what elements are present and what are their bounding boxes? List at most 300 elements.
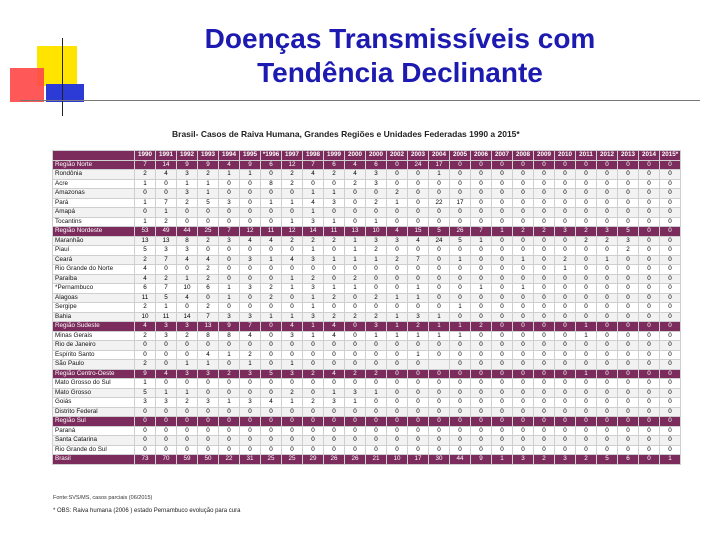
case-count-cell: 0 — [534, 246, 555, 256]
case-count-cell: 0 — [576, 293, 597, 303]
case-count-cell: 0 — [492, 426, 513, 436]
case-count-cell: 0 — [660, 265, 681, 275]
case-count-cell: 1 — [303, 303, 324, 313]
case-count-cell: 0 — [492, 341, 513, 351]
case-count-cell: 0 — [555, 170, 576, 180]
case-count-cell: 2 — [282, 236, 303, 246]
case-count-cell: 1 — [156, 303, 177, 313]
case-count-cell: 4 — [282, 322, 303, 332]
case-count-cell: 0 — [366, 303, 387, 313]
case-count-cell: 0 — [492, 388, 513, 398]
case-count-cell: 2 — [135, 170, 156, 180]
case-count-cell: 3 — [156, 322, 177, 332]
case-count-cell: 0 — [156, 341, 177, 351]
case-count-cell: 3 — [177, 322, 198, 332]
case-count-cell: 21 — [366, 455, 387, 465]
case-count-cell: 4 — [345, 170, 366, 180]
case-count-cell: 1 — [555, 265, 576, 275]
case-count-cell: 0 — [345, 417, 366, 427]
case-count-cell: 1 — [408, 331, 429, 341]
case-count-cell: 0 — [492, 170, 513, 180]
table-row — [53, 284, 681, 294]
case-count-cell: 0 — [345, 198, 366, 208]
case-count-cell: 0 — [156, 179, 177, 189]
case-count-cell: 0 — [513, 417, 534, 427]
case-count-cell: 0 — [261, 388, 282, 398]
case-count-cell: 0 — [639, 208, 660, 218]
case-count-cell: 0 — [408, 246, 429, 256]
case-count-cell: 4 — [324, 322, 345, 332]
case-count-cell: 3 — [198, 398, 219, 408]
case-count-cell: 12 — [240, 227, 261, 237]
case-count-cell: 0 — [303, 341, 324, 351]
case-count-cell: 0 — [534, 236, 555, 246]
case-count-cell: 0 — [492, 217, 513, 227]
case-count-cell: 5 — [450, 236, 471, 246]
case-count-cell: 0 — [513, 303, 534, 313]
case-count-cell: 29 — [303, 455, 324, 465]
case-count-cell: 3 — [135, 398, 156, 408]
case-count-cell: 2 — [408, 322, 429, 332]
case-count-cell: 0 — [471, 331, 492, 341]
case-count-cell: 4 — [303, 170, 324, 180]
case-count-cell: 0 — [492, 417, 513, 427]
case-count-cell: 0 — [660, 331, 681, 341]
case-count-cell: 0 — [450, 179, 471, 189]
case-count-cell: 0 — [576, 407, 597, 417]
case-count-cell: 0 — [618, 208, 639, 218]
case-count-cell: 0 — [513, 322, 534, 332]
case-count-cell: 0 — [345, 189, 366, 199]
case-count-cell: 0 — [534, 445, 555, 455]
case-count-cell: 0 — [240, 303, 261, 313]
table-row — [53, 208, 681, 218]
case-count-cell: 0 — [534, 426, 555, 436]
case-count-cell: 0 — [261, 350, 282, 360]
case-count-cell: 0 — [261, 407, 282, 417]
case-count-cell: 0 — [576, 255, 597, 265]
case-count-cell: 7 — [135, 160, 156, 170]
case-count-cell: 0 — [135, 189, 156, 199]
row-label: Região Nordeste — [53, 227, 135, 237]
case-count-cell: 0 — [639, 360, 660, 370]
case-count-cell: 0 — [639, 369, 660, 379]
case-count-cell: 0 — [366, 379, 387, 389]
case-count-cell: 0 — [408, 265, 429, 275]
case-count-cell: 4 — [345, 160, 366, 170]
case-count-cell: 0 — [219, 341, 240, 351]
case-count-cell: 0 — [366, 398, 387, 408]
table-row — [53, 312, 681, 322]
year-header: 2000 — [366, 151, 387, 161]
case-count-cell: 0 — [387, 284, 408, 294]
case-count-cell: 2 — [303, 398, 324, 408]
case-count-cell: 0 — [576, 436, 597, 446]
case-count-cell: 17 — [429, 160, 450, 170]
case-count-cell: 0 — [345, 445, 366, 455]
case-count-cell: 0 — [555, 379, 576, 389]
case-count-cell: 0 — [387, 350, 408, 360]
case-count-cell: 4 — [135, 322, 156, 332]
row-label: Acre — [53, 179, 135, 189]
case-count-cell: 0 — [639, 179, 660, 189]
case-count-cell: 0 — [156, 445, 177, 455]
case-count-cell: 0 — [345, 426, 366, 436]
case-count-cell: 1 — [177, 360, 198, 370]
case-count-cell: 0 — [408, 426, 429, 436]
case-count-cell: 0 — [597, 265, 618, 275]
case-count-cell: 1 — [219, 170, 240, 180]
case-count-cell: 0 — [366, 284, 387, 294]
case-count-cell: 0 — [387, 341, 408, 351]
case-count-cell: 0 — [492, 293, 513, 303]
case-count-cell: 0 — [471, 398, 492, 408]
case-count-cell: 0 — [555, 341, 576, 351]
case-count-cell: 0 — [513, 236, 534, 246]
case-count-cell: 0 — [618, 160, 639, 170]
case-count-cell: 0 — [261, 274, 282, 284]
case-count-cell: 10 — [135, 312, 156, 322]
case-count-cell: 3 — [240, 284, 261, 294]
case-count-cell: 0 — [345, 360, 366, 370]
case-count-cell: 0 — [345, 265, 366, 275]
case-count-cell: 1 — [135, 379, 156, 389]
case-count-cell: 0 — [660, 350, 681, 360]
case-count-cell: 0 — [492, 331, 513, 341]
case-count-cell: 10 — [177, 284, 198, 294]
case-count-cell: 0 — [534, 350, 555, 360]
case-count-cell: 0 — [660, 217, 681, 227]
case-count-cell: 0 — [429, 189, 450, 199]
case-count-cell: 0 — [366, 265, 387, 275]
case-count-cell: 0 — [618, 198, 639, 208]
case-count-cell: 0 — [324, 360, 345, 370]
case-count-cell: 2 — [366, 246, 387, 256]
case-count-cell: 2 — [135, 255, 156, 265]
case-count-cell: 0 — [639, 236, 660, 246]
year-header: 1999 — [324, 151, 345, 161]
case-count-cell: 0 — [492, 303, 513, 313]
case-count-cell: 0 — [135, 350, 156, 360]
case-count-cell: 0 — [408, 445, 429, 455]
case-count-cell: 3 — [303, 217, 324, 227]
case-count-cell: 0 — [345, 303, 366, 313]
case-count-cell: 3 — [219, 236, 240, 246]
case-count-cell: 0 — [387, 217, 408, 227]
case-count-cell: 0 — [639, 445, 660, 455]
case-count-cell: 25 — [261, 455, 282, 465]
row-label: Brasil — [53, 455, 135, 465]
case-count-cell: 2 — [240, 350, 261, 360]
case-count-cell: 0 — [198, 417, 219, 427]
case-count-cell: 0 — [219, 436, 240, 446]
case-count-cell: 2 — [324, 170, 345, 180]
case-count-cell: 0 — [240, 407, 261, 417]
case-count-cell: 0 — [261, 331, 282, 341]
case-count-cell: 13 — [156, 236, 177, 246]
case-count-cell: 3 — [240, 255, 261, 265]
year-header: 2003 — [408, 151, 429, 161]
table-note: * OBS: Raiva humana (2006 ) estado Pernambuco evolução para cura — [53, 508, 241, 514]
case-count-cell: 0 — [429, 293, 450, 303]
case-count-cell: 2 — [282, 179, 303, 189]
case-count-cell: 0 — [177, 341, 198, 351]
case-count-cell: 0 — [366, 350, 387, 360]
case-count-cell: 0 — [513, 341, 534, 351]
case-count-cell: 0 — [618, 436, 639, 446]
case-count-cell: 2 — [345, 179, 366, 189]
case-count-cell: 0 — [345, 293, 366, 303]
case-count-cell: 1 — [219, 398, 240, 408]
case-count-cell: 0 — [240, 341, 261, 351]
case-count-cell: 14 — [303, 227, 324, 237]
case-count-cell: 0 — [513, 360, 534, 370]
case-count-cell: 0 — [387, 208, 408, 218]
case-count-cell: 0 — [639, 436, 660, 446]
case-count-cell: 0 — [471, 312, 492, 322]
case-count-cell: 0 — [387, 170, 408, 180]
row-label: Distrito Federal — [53, 407, 135, 417]
case-count-cell: 0 — [387, 179, 408, 189]
case-count-cell: 2 — [135, 331, 156, 341]
table-row — [53, 426, 681, 436]
case-count-cell: 0 — [597, 189, 618, 199]
year-header: 1992 — [177, 151, 198, 161]
case-count-cell: 0 — [471, 303, 492, 313]
case-count-cell: 0 — [639, 265, 660, 275]
slide-title-line-1: Doenças Transmissíveis com — [204, 23, 596, 54]
case-count-cell: 0 — [135, 417, 156, 427]
case-count-cell: 7 — [156, 284, 177, 294]
case-count-cell: 0 — [639, 227, 660, 237]
case-count-cell: 2 — [303, 236, 324, 246]
case-count-cell: 0 — [450, 360, 471, 370]
case-count-cell: 0 — [555, 189, 576, 199]
case-count-cell: 0 — [261, 360, 282, 370]
table-row — [53, 398, 681, 408]
case-count-cell: 7 — [471, 227, 492, 237]
case-count-cell: 0 — [492, 198, 513, 208]
case-count-cell: 0 — [639, 255, 660, 265]
case-count-cell: 0 — [429, 436, 450, 446]
case-count-cell: 0 — [660, 284, 681, 294]
case-count-cell: 3 — [240, 398, 261, 408]
case-count-cell: 24 — [408, 160, 429, 170]
case-count-cell: 0 — [345, 341, 366, 351]
case-count-cell: 0 — [534, 369, 555, 379]
case-count-cell: 0 — [555, 331, 576, 341]
case-count-cell: 0 — [450, 312, 471, 322]
case-count-cell: 0 — [576, 198, 597, 208]
case-count-cell: 0 — [471, 436, 492, 446]
case-count-cell: 0 — [597, 436, 618, 446]
case-count-cell: 0 — [639, 303, 660, 313]
case-count-cell: 0 — [492, 360, 513, 370]
case-count-cell: 26 — [345, 455, 366, 465]
case-count-cell: 3 — [177, 369, 198, 379]
case-count-cell: 0 — [450, 341, 471, 351]
case-count-cell: 0 — [429, 445, 450, 455]
case-count-cell: 3 — [366, 179, 387, 189]
case-count-cell: 53 — [135, 227, 156, 237]
case-count-cell: 0 — [492, 255, 513, 265]
case-count-cell: 2 — [135, 360, 156, 370]
case-count-cell: 3 — [408, 312, 429, 322]
case-count-cell: 0 — [240, 274, 261, 284]
case-count-cell: 0 — [303, 388, 324, 398]
case-count-cell: 0 — [408, 417, 429, 427]
row-label: Goiás — [53, 398, 135, 408]
case-count-cell: 1 — [492, 227, 513, 237]
year-header: 2006 — [471, 151, 492, 161]
case-count-cell: 2 — [177, 198, 198, 208]
case-count-cell: 0 — [471, 407, 492, 417]
case-count-cell: 0 — [618, 274, 639, 284]
case-count-cell: 0 — [597, 398, 618, 408]
case-count-cell: 0 — [282, 341, 303, 351]
case-count-cell: 2 — [597, 236, 618, 246]
case-count-cell: 0 — [534, 331, 555, 341]
row-label: Ceará — [53, 255, 135, 265]
case-count-cell: 0 — [534, 255, 555, 265]
case-count-cell: 2 — [324, 312, 345, 322]
case-count-cell: 0 — [576, 360, 597, 370]
case-count-cell: 14 — [156, 160, 177, 170]
case-count-cell: 25 — [198, 227, 219, 237]
case-count-cell: 0 — [555, 436, 576, 446]
case-count-cell: 2 — [303, 274, 324, 284]
case-count-cell: 0 — [177, 265, 198, 275]
case-count-cell: 0 — [513, 293, 534, 303]
case-count-cell: 0 — [471, 388, 492, 398]
case-count-cell: 0 — [660, 426, 681, 436]
case-count-cell: 0 — [576, 398, 597, 408]
case-count-cell: 0 — [219, 303, 240, 313]
case-count-cell: 0 — [471, 417, 492, 427]
case-count-cell: 0 — [345, 322, 366, 332]
case-count-cell: 2 — [471, 322, 492, 332]
case-count-cell: 0 — [282, 246, 303, 256]
case-count-cell: 0 — [303, 265, 324, 275]
case-count-cell: 0 — [618, 189, 639, 199]
case-count-cell: 12 — [282, 227, 303, 237]
case-count-cell: 0 — [492, 236, 513, 246]
case-count-cell: 0 — [660, 407, 681, 417]
case-count-cell: 0 — [534, 284, 555, 294]
case-count-cell: 0 — [513, 198, 534, 208]
case-count-cell: 0 — [513, 369, 534, 379]
case-count-cell: 0 — [240, 293, 261, 303]
case-count-cell: 1 — [156, 208, 177, 218]
case-count-cell: 0 — [450, 426, 471, 436]
case-count-cell: 0 — [534, 417, 555, 427]
case-count-cell: 0 — [492, 407, 513, 417]
case-count-cell: 2 — [198, 303, 219, 313]
case-count-cell: 0 — [450, 246, 471, 256]
case-count-cell: 0 — [660, 417, 681, 427]
case-count-cell: 0 — [513, 331, 534, 341]
case-count-cell: 0 — [450, 284, 471, 294]
case-count-cell: 0 — [597, 350, 618, 360]
case-count-cell: 0 — [534, 179, 555, 189]
case-count-cell: 0 — [303, 426, 324, 436]
case-count-cell: 0 — [387, 246, 408, 256]
case-count-cell: 0 — [471, 341, 492, 351]
case-count-cell: 0 — [576, 179, 597, 189]
case-count-cell: 17 — [450, 198, 471, 208]
row-label: Região Sudeste — [53, 322, 135, 332]
case-count-cell: 0 — [387, 398, 408, 408]
case-count-cell: 0 — [492, 350, 513, 360]
table-row — [53, 407, 681, 417]
case-count-cell: 0 — [618, 217, 639, 227]
case-count-cell: 0 — [156, 379, 177, 389]
case-count-cell: 0 — [387, 426, 408, 436]
case-count-cell: 0 — [135, 407, 156, 417]
case-count-cell: 1 — [240, 360, 261, 370]
case-count-cell: 1 — [450, 331, 471, 341]
case-count-cell: 0 — [219, 265, 240, 275]
case-count-cell: 0 — [471, 217, 492, 227]
table-row — [53, 360, 681, 370]
case-count-cell: 0 — [576, 312, 597, 322]
case-count-cell: 1 — [345, 255, 366, 265]
case-count-cell: 1 — [387, 322, 408, 332]
case-count-cell: 4 — [261, 398, 282, 408]
case-count-cell: 0 — [450, 445, 471, 455]
case-count-cell: 0 — [324, 274, 345, 284]
case-count-cell: 0 — [471, 255, 492, 265]
case-count-cell: 0 — [618, 445, 639, 455]
case-count-cell: 0 — [198, 379, 219, 389]
case-count-cell: 0 — [366, 445, 387, 455]
table-row — [53, 293, 681, 303]
case-count-cell: 0 — [618, 322, 639, 332]
case-count-cell: 0 — [534, 198, 555, 208]
case-count-cell: 0 — [597, 303, 618, 313]
case-count-cell: 0 — [639, 246, 660, 256]
case-count-cell: 0 — [555, 160, 576, 170]
case-count-cell: 2 — [198, 236, 219, 246]
case-count-cell: 0 — [639, 284, 660, 294]
case-count-cell: 0 — [492, 160, 513, 170]
table-row-region — [53, 455, 681, 465]
case-count-cell: 0 — [324, 350, 345, 360]
case-count-cell: 0 — [408, 360, 429, 370]
case-count-cell: 2 — [303, 369, 324, 379]
case-count-cell: 0 — [660, 398, 681, 408]
case-count-cell: 0 — [513, 388, 534, 398]
case-count-cell: 0 — [429, 398, 450, 408]
case-count-cell: 5 — [198, 198, 219, 208]
case-count-cell: 1 — [471, 284, 492, 294]
slide-title-line-2: Tendência Declinante — [257, 57, 543, 88]
case-count-cell: 0 — [597, 445, 618, 455]
case-count-cell: 1 — [303, 189, 324, 199]
case-count-cell: 0 — [660, 293, 681, 303]
table-row-region — [53, 322, 681, 332]
case-count-cell: 0 — [576, 379, 597, 389]
year-header: 2000 — [345, 151, 366, 161]
case-count-cell: 1 — [198, 189, 219, 199]
table-row-region — [53, 227, 681, 237]
case-count-cell: 0 — [597, 322, 618, 332]
case-count-cell: 0 — [660, 322, 681, 332]
case-count-cell: 0 — [597, 388, 618, 398]
case-count-cell: 1 — [240, 170, 261, 180]
row-label: Paraíba — [53, 274, 135, 284]
case-count-cell: 2 — [198, 274, 219, 284]
